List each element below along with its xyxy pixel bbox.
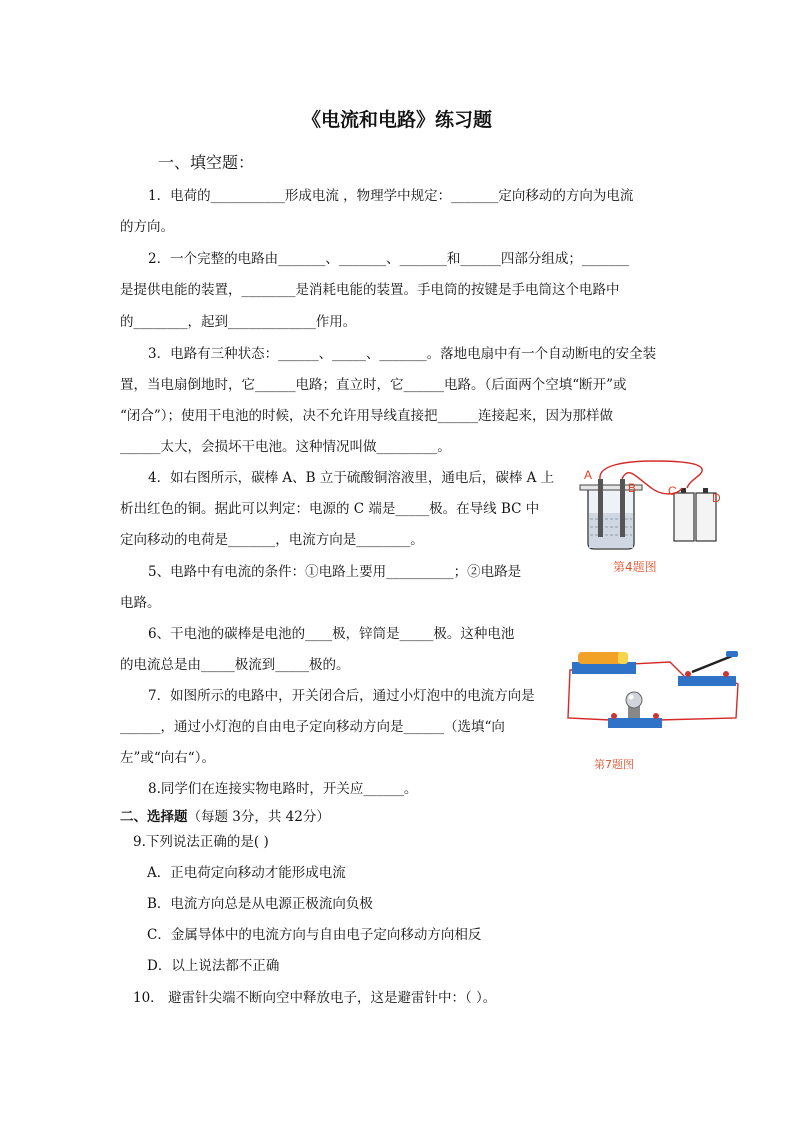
- switch-lever: [692, 656, 732, 672]
- electrode-b: [620, 479, 625, 537]
- q4-line-3: 定向移动的电荷是_______，电流方向是________。: [120, 532, 424, 548]
- q9-option-b: B．电流方向总是从电源正极流向负极: [147, 896, 373, 912]
- switch-base: [678, 676, 736, 686]
- lamp-holder: [608, 718, 662, 728]
- solution: [589, 513, 633, 548]
- q6-line-2: 的电流总是由_____极流到_____极的。: [120, 657, 350, 673]
- figure-7-caption: 第7题图: [594, 758, 634, 771]
- section-choice-note: （每题 3分，共 42分）: [187, 809, 330, 825]
- section-choice-heading: [120, 807, 330, 827]
- section-fill-blank-heading: 一、填空题：: [158, 153, 255, 172]
- q3-line-3: “闭合”）；使用干电池的时候，决不允许用导线直接把______连接起来，因为那样做: [120, 408, 614, 424]
- q10-stem: 10． 避雷针尖端不断向空中释放电子，这是避雷针中：（ ）。: [133, 990, 497, 1006]
- lamp-bulb: [626, 692, 642, 708]
- figure-4-caption: 第4题图: [613, 560, 657, 574]
- section-choice-title: 二、选择题: [120, 809, 188, 825]
- q7-line-3: 左”或“向右“）。: [120, 750, 215, 766]
- wire-left: [568, 670, 610, 720]
- q1-line-1: 1．电荷的___________形成电流 ，物理学中规定：_______定向移动的方向为电流: [148, 188, 634, 204]
- q4-line-2: 析出红色的铜。据此可以判定：电源的 C 端是_____极。在导线 BC 中: [120, 501, 540, 517]
- q2-line-2: 是提供电能的装置，________是消耗电能的装置。手电筒的按键是手电筒这个电路中: [120, 282, 620, 298]
- q3-line-2: 置，当电扇倒地时，它______电路；直立时，它______电路。（后面两个空填“断开”或: [120, 377, 627, 393]
- q9-option-d: D．以上说法都不正确: [147, 958, 280, 974]
- q9-option-c: C．金属导体中的电流方向与自由电子定向移动方向相反: [147, 927, 482, 943]
- q6-line-1: 6、干电池的碳棒是电池的____极，锌筒是_____极。这种电池: [148, 626, 515, 642]
- q7-line-2: ______，通过小灯泡的自由电子定向移动方向是______（选填“向: [120, 719, 505, 735]
- q7-line-1: 7．如图所示的电路中，开关闭合后，通过小灯泡中的电流方向是: [148, 688, 535, 704]
- wire-a-d: [600, 461, 702, 488]
- q3-line-1: 3．电路有三种状态：______、_____、_______。落地电扇中有一个自动断电的安全装: [148, 346, 657, 362]
- label-d: D: [712, 491, 721, 505]
- electrode-a: [598, 479, 603, 537]
- label-b: B: [628, 481, 637, 495]
- figure-4-electrolysis: [570, 455, 730, 555]
- q8-line: 8.同学们在连接实物电路时，开关应______。: [148, 781, 418, 797]
- wire-top: [632, 662, 684, 676]
- battery-cell-1: [674, 493, 694, 541]
- page-title: 《电流和电路》练习题: [301, 109, 492, 131]
- q5-line-2: 电路。: [120, 595, 161, 611]
- q4-line-1: 4．如右图所示，碳棒 A、B 立于硫酸铜溶液里，通电后，碳棒 A 上: [148, 470, 555, 486]
- q3-line-4: ______太大，会损坏干电池。这种情况叫做_________。: [120, 439, 451, 455]
- q9-option-a: A．正电荷定向移动才能形成电流: [147, 865, 346, 881]
- q5-line-1: 5、电路中有电流的条件：①电路上要用__________；②电路是: [148, 564, 522, 580]
- q9-stem: 9.下列说法正确的是( ): [133, 834, 269, 850]
- q2-line-3: 的________，起到_____________作用。: [120, 314, 357, 330]
- q2-line-1: 2．一个完整的电路由_______、_______、_______和______四部分组成；_______: [148, 251, 630, 267]
- battery: [578, 652, 622, 664]
- label-c: C: [668, 484, 677, 498]
- q1-line-2: 的方向。: [120, 219, 174, 235]
- label-a: A: [584, 468, 593, 482]
- figure-7-circuit: [560, 640, 750, 752]
